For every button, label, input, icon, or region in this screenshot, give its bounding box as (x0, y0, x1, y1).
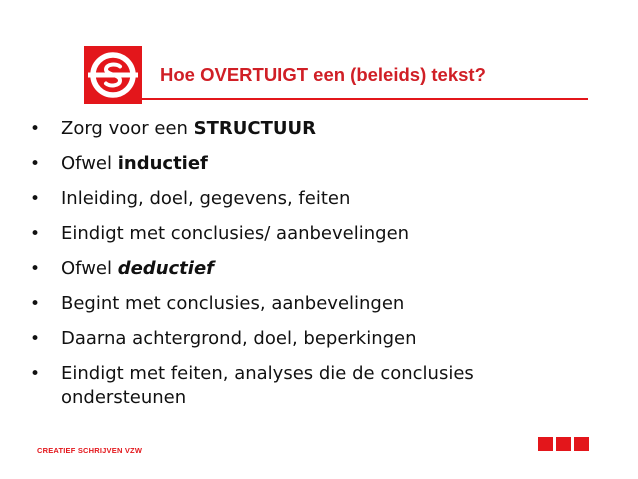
brand-square (556, 437, 571, 451)
bullet-dot: • (30, 119, 41, 139)
bullet-item (30, 117, 590, 141)
bullet-dot: • (30, 189, 41, 209)
bullet-text: Begint met conclusies, aanbevelingen (61, 293, 405, 314)
bullet-item (30, 187, 590, 211)
brand-squares (538, 437, 589, 451)
brand-square (538, 437, 553, 451)
bullet-item (30, 257, 590, 281)
bullet-item (30, 362, 531, 410)
cs-logo-icon (84, 46, 142, 104)
bullet-emphasis: inductief (117, 153, 208, 174)
bullet-item (30, 327, 590, 351)
bullet-text: Inleiding, doel, gegevens, feiten (61, 188, 351, 209)
bullet-item (30, 292, 590, 316)
bullet-dot: • (30, 329, 41, 349)
bullet-dot: • (30, 294, 41, 314)
bullet-dot: • (30, 364, 41, 384)
page-title: Hoe OVERTUIGT een (beleids) tekst? (160, 64, 486, 85)
bullet-text: Eindigt met conclusies/ aanbevelingen (61, 223, 410, 244)
bullet-item (30, 152, 590, 176)
bullet-text: Zorg voor een (61, 118, 194, 139)
bullet-emphasis: STRUCTUUR (193, 118, 316, 139)
bullet-list (30, 117, 590, 421)
brand-square (574, 437, 589, 451)
bullet-emphasis: deductief (117, 258, 214, 279)
bullet-text: Ofwel (61, 153, 118, 174)
title-divider (142, 98, 588, 100)
bullet-item (30, 222, 590, 246)
bullet-dot: • (30, 154, 41, 174)
bullet-text: Ofwel (61, 258, 118, 279)
bullet-dot: • (30, 224, 41, 244)
bullet-dot: • (30, 259, 41, 279)
bullet-text: Daarna achtergrond, doel, beperkingen (61, 328, 417, 349)
footer-org-name: CREATIEF SCHRIJVEN VZW (37, 446, 143, 455)
bullet-text: Eindigt met feiten, analyses die de conclusies ondersteunen (61, 363, 474, 408)
